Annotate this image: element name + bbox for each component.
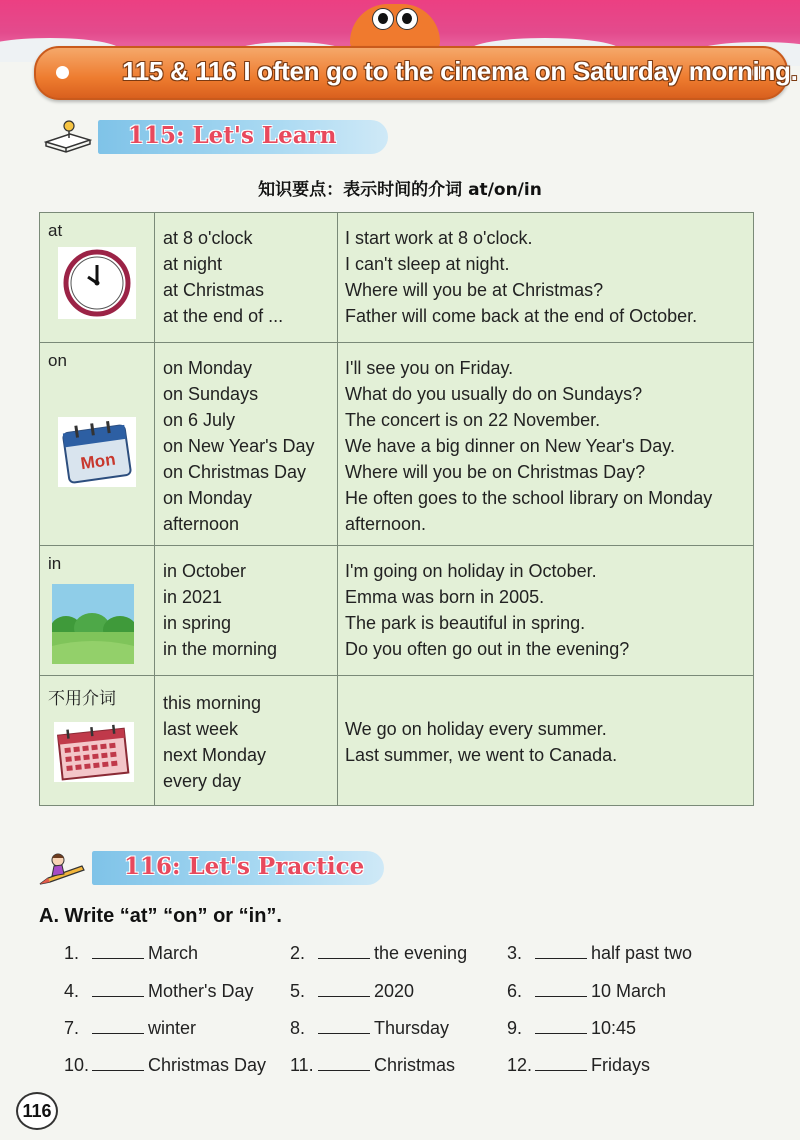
exercise-heading: A. Write “at” “on” or “in”. (39, 905, 282, 927)
example-sentence: The park is beautiful in spring. (345, 613, 586, 633)
example-cell (338, 213, 754, 343)
phrase-text: this morning (163, 693, 262, 713)
item-text: Christmas (374, 1055, 456, 1075)
example-sentence: Father will come back at the end of October. (345, 306, 698, 326)
mascot-eye (396, 8, 418, 30)
example-sentence: We go on holiday every summer. (345, 719, 607, 739)
answer-blank[interactable] (92, 1017, 144, 1034)
label-cell (40, 343, 155, 546)
answer-blank[interactable] (92, 942, 144, 959)
item-number: 7. (64, 1018, 80, 1038)
phrase-text: in October (163, 561, 247, 581)
item-text: 10 March (591, 981, 667, 1001)
mascot-eye (372, 8, 394, 30)
exercise-item (290, 1015, 449, 1041)
example-sentence: I'll see you on Friday. (345, 358, 514, 378)
lesson-title: 115 & 116 I often go to the cinema on Saturday morning. (122, 56, 798, 86)
item-number: 9. (507, 1018, 523, 1038)
exercise-item (507, 940, 692, 966)
phrase-text: next Monday (163, 745, 267, 765)
answer-blank[interactable] (92, 980, 144, 997)
phrase-text: at 8 o'clock (163, 228, 253, 248)
example-sentence: I start work at 8 o'clock. (345, 228, 533, 248)
row-label: 不用介词 (48, 689, 116, 708)
item-number: 6. (507, 981, 523, 1001)
row-label: on (48, 351, 67, 370)
example-sentence: The concert is on 22 November. (345, 410, 601, 430)
phrase-text: on Monday (163, 358, 253, 378)
preposition-table (39, 212, 754, 806)
practice-section-title: 116: Let's Practice (124, 853, 365, 880)
learn-section-title: 115: Let's Learn (128, 122, 337, 149)
example-cell (338, 546, 754, 676)
answer-blank[interactable] (318, 942, 370, 959)
exercise-item (290, 1052, 455, 1078)
answer-blank[interactable] (318, 980, 370, 997)
item-number: 8. (290, 1018, 306, 1038)
item-text: Fridays (591, 1055, 651, 1075)
answer-blank[interactable] (535, 1054, 587, 1071)
lesson-title-banner (34, 46, 798, 100)
phrase-text: in spring (163, 613, 232, 633)
example-sentence: Do you often go out in the evening? (345, 639, 630, 659)
label-cell (40, 676, 155, 806)
phrase-cell (155, 213, 338, 343)
answer-blank[interactable] (535, 1017, 587, 1034)
item-number: 11. (290, 1055, 314, 1075)
calendar-icon-text: Mon (79, 449, 117, 474)
label-cell (40, 213, 155, 343)
item-text: the evening (374, 943, 468, 963)
phrase-text: at night (163, 254, 223, 274)
example-sentence: Emma was born in 2005. (345, 587, 545, 607)
exercise-item (507, 1052, 650, 1078)
item-number: 1. (64, 943, 80, 963)
answer-blank[interactable] (535, 980, 587, 997)
table-row (40, 546, 754, 676)
item-number: 4. (64, 981, 80, 1001)
item-number: 5. (290, 981, 306, 1001)
item-text: Mother's Day (148, 981, 254, 1001)
answer-blank[interactable] (92, 1054, 144, 1071)
phrase-text: at the end of ... (163, 306, 284, 326)
banner-dot (56, 66, 69, 79)
table-row (40, 343, 754, 546)
phrase-text: every day (163, 771, 242, 791)
exercise-item (64, 1015, 196, 1041)
phrase-text: on 6 July (163, 410, 236, 430)
row-label: at (48, 221, 63, 240)
example-sentence: He often goes to the school library on Monday (345, 488, 713, 508)
item-text: 10:45 (591, 1018, 637, 1038)
calendar-mon-icon (58, 417, 136, 487)
phrase-cell (155, 343, 338, 546)
answer-blank[interactable] (535, 942, 587, 959)
phrase-text: in 2021 (163, 587, 223, 607)
example-sentence: afternoon. (345, 514, 427, 534)
phrase-cell (155, 676, 338, 806)
exercise-item (64, 978, 253, 1004)
phrase-cell (155, 546, 338, 676)
phrase-text: on Christmas Day (163, 462, 307, 482)
kid-pencil-icon (38, 848, 88, 888)
exercise-item (507, 1015, 636, 1041)
example-sentence: What do you usually do on Sundays? (345, 384, 643, 404)
table-row (40, 213, 754, 343)
item-text: Thursday (374, 1018, 450, 1038)
phrase-text: in the morning (163, 639, 278, 659)
exercise-item (64, 1052, 266, 1078)
label-cell (40, 546, 155, 676)
example-cell (338, 676, 754, 806)
phrase-text: afternoon (163, 514, 240, 534)
example-sentence: I'm going on holiday in October. (345, 561, 597, 581)
item-number: 2. (290, 943, 306, 963)
item-number: 10. (64, 1055, 90, 1075)
item-text: half past two (591, 943, 693, 963)
item-number: 12. (507, 1055, 533, 1075)
clock-icon (58, 247, 136, 319)
key-point-subtitle: 知识要点：表示时间的介词 at/on/in (258, 180, 542, 200)
example-sentence: We have a big dinner on New Year's Day. (345, 436, 675, 456)
item-text: 2020 (374, 981, 415, 1001)
example-sentence: Where will you be on Christmas Day? (345, 462, 646, 482)
phrase-text: last week (163, 719, 239, 739)
item-text: winter (148, 1018, 197, 1038)
example-sentence: I can't sleep at night. (345, 254, 510, 274)
answer-blank[interactable] (318, 1054, 370, 1071)
item-text: March (148, 943, 199, 963)
example-cell (338, 343, 754, 546)
table-row (40, 676, 754, 806)
phrase-text: on Sundays (163, 384, 259, 404)
exercise-item (507, 978, 666, 1004)
example-sentence: Last summer, we went to Canada. (345, 745, 618, 765)
item-number: 3. (507, 943, 523, 963)
example-sentence: Where will you be at Christmas? (345, 280, 604, 300)
page-number: 116 (16, 1092, 58, 1130)
calendar-grid-icon (54, 722, 134, 782)
landscape-icon (52, 584, 134, 664)
book-lamp-icon (44, 118, 92, 154)
row-label: in (48, 554, 62, 573)
answer-blank[interactable] (318, 1017, 370, 1034)
phrase-text: on Monday (163, 488, 253, 508)
exercise-item (290, 978, 414, 1004)
exercise-item (64, 940, 198, 966)
item-text: Christmas Day (148, 1055, 267, 1075)
phrase-text: on New Year's Day (163, 436, 315, 456)
phrase-text: at Christmas (163, 280, 265, 300)
exercise-item (290, 940, 467, 966)
